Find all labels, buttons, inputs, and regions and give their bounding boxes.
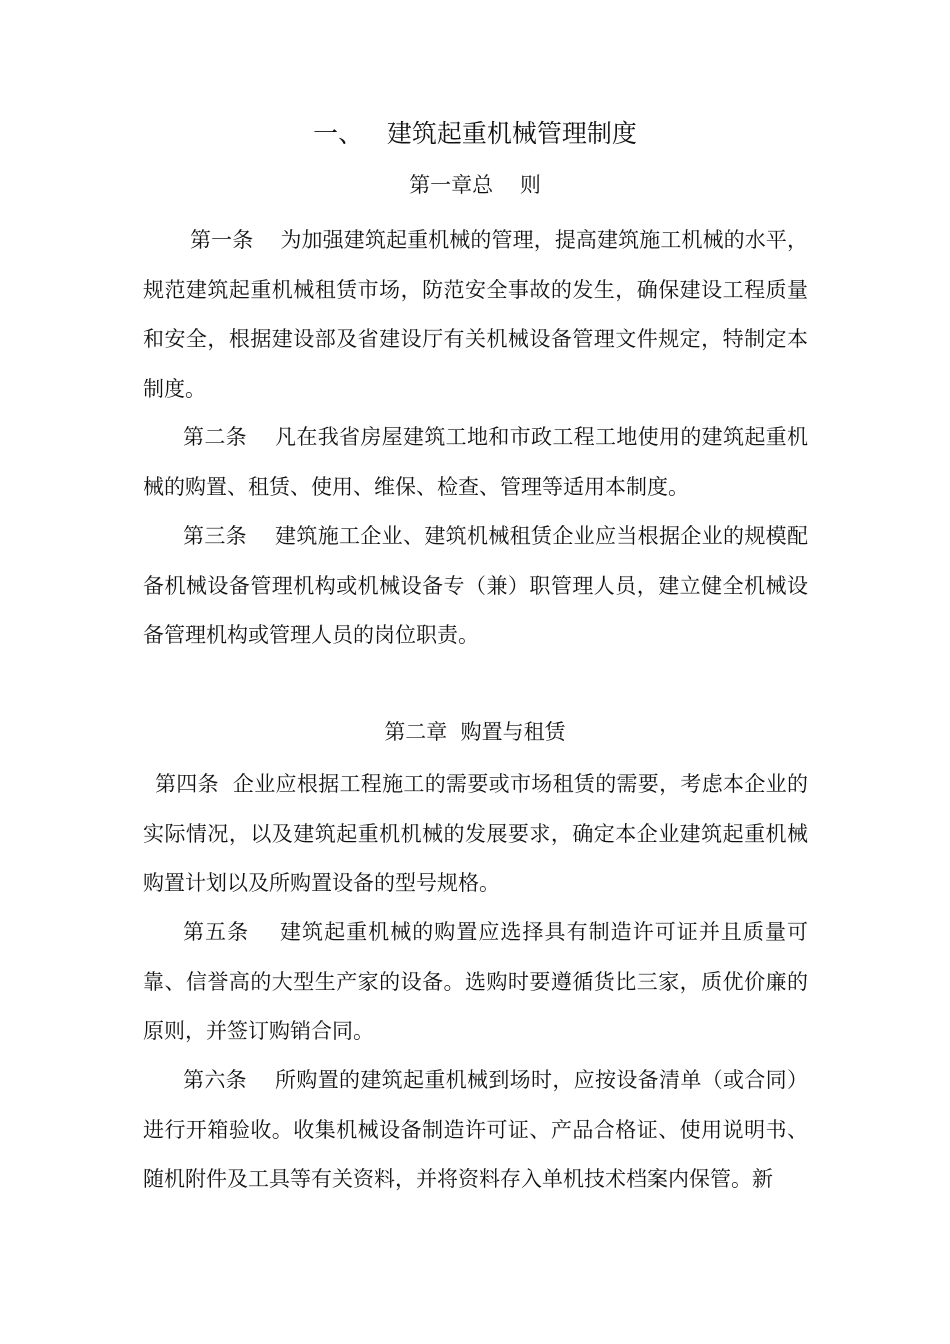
article-2: 第二条 凡在我省房屋建筑工地和市政工程工地使用的建筑起重机械的购置、租赁、使用、维保、检查、管理等适用本制度。 <box>143 425 808 499</box>
article-4: 第四条 企业应根据工程施工的需要或市场租赁的需要，考虑本企业的实际情况，以及建筑起重机机械的发展要求，确定本企业建筑起重机械购置计划以及所购置设备的型号规格。 <box>143 772 808 896</box>
article-3: 第三条 建筑施工企业、建筑机械租赁企业应当根据企业的规模配备机械设备管理机构或机械设备专（兼）职管理人员，建立健全机械设备管理机构或管理人员的岗位职责。 <box>143 524 808 648</box>
article-6: 第六条 所购置的建筑起重机械到场时，应按设备清单（或合同）进行开箱验收。收集机械设备制造许可证、产品合格证、使用说明书、随机附件及工具等有关资料，并将资料存入单机技术档案内保管。新 <box>143 1068 808 1192</box>
article-1: 第一条 为加强建筑起重机械的管理，提高建筑施工机械的水平，规范建筑起重机械租赁市场，防范安全事故的发生，确保建设工程质量和安全，根据建设部及省建设厅有关机械设备管理文件规定，特制定本制度。 <box>143 228 808 401</box>
document-title: 一、 建筑起重机械管理制度 <box>313 119 637 148</box>
chapter-1-heading: 第一章总 则 <box>409 173 541 197</box>
chapter-2-heading: 第二章 购置与租赁 <box>384 720 566 744</box>
article-5: 第五条 建筑起重机械的购置应选择具有制造许可证并且质量可靠、信誉高的大型生产家的设备。选购时要遵循货比三家，质优价廉的原则，并签订购销合同。 <box>143 920 808 1044</box>
